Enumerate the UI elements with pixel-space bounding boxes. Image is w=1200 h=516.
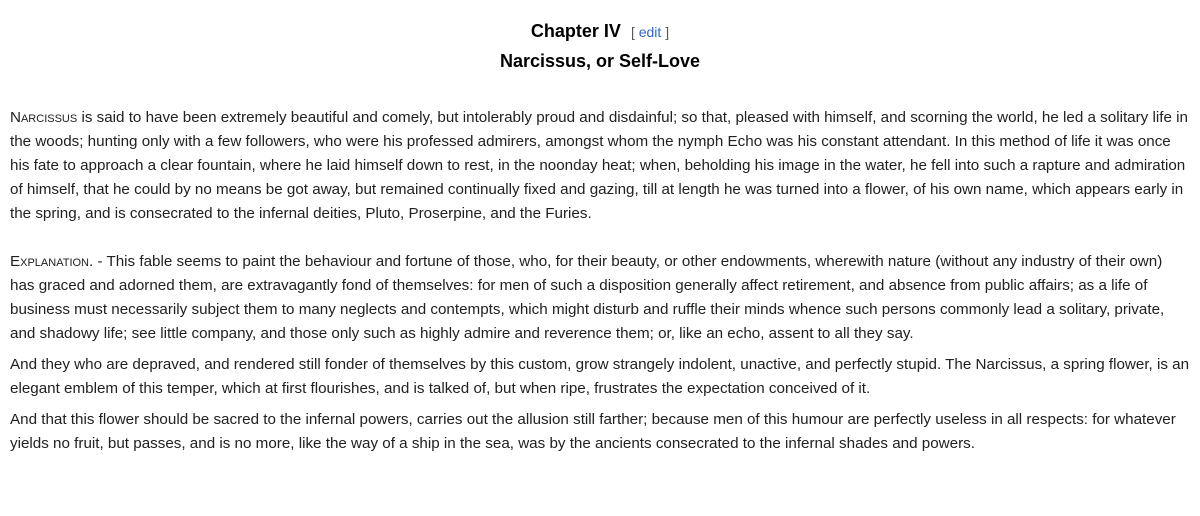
paragraph-lead: Narcissus <box>10 109 78 126</box>
edit-bracket-close: ] <box>665 24 670 40</box>
paragraph-lead: Explanation. <box>10 253 94 270</box>
edit-bracket-open: [ <box>630 24 635 40</box>
paragraph-narcissus <box>10 106 1190 226</box>
paragraph-flower-sacred: And that this flower should be sacred to the infernal powers, carries out the allusion still farther; because men of this humour are perfectly useless in all respects: for whatever yields no fruit, but passes, and is no more, like the way of a ship in the sea, was by the ancients consecrated to the infernal shades and powers. <box>10 411 1176 452</box>
chapter-title: Chapter IV <box>530 21 621 41</box>
paragraph-text: - This fable seems to paint the behaviour and fortune of those, who, for their beauty, or other endowments, wherewith nature (without any industry of their own) has graced and adorned them, are extravagantly fond of themselves: for men of such a disposition generally affect retirement, and absence from public affairs; as a life of business must necessarily subject them to many neglects and contempts, which might disturb and ruffle their minds whence such persons commonly lead a solitary, private, and shadowy life; see little company, and those only such as highly admire and reverence them; or, like an echo, assent to all they say. <box>10 253 1165 342</box>
paragraph-text: is said to have been extremely beautiful and comely, but intolerably proud and disdainful; so that, pleased with himself, and scorning the world, he led a solitary life in the woods; hunting only with a few followers, who were his professed admirers, amongst whom the nymph Echo was his constant attendant. In this method of life it was once his fate to approach a clear fountain, where he laid himself down to rest, in the noonday heat; when, beholding his image in the water, he fell into such a rapture and admiration of himself, that he could by no means be got away, but remained continually fixed and gazing, till at length he was turned into a flower, of his own name, which appears early in the spring, and is consecrated to the infernal deities, Pluto, Proserpine, and the Furies. <box>10 109 1188 222</box>
chapter-subtitle: Narcissus, or Self-Love <box>499 51 701 71</box>
chapter-heading <box>10 0 1190 43</box>
paragraph-depraved: And they who are depraved, and rendered still fonder of themselves by this custom, grow strangely indolent, unactive, and perfectly stupid. The Narcissus, a spring flower, is an elegant emblem of this temper, which at first flourishes, and is talked of, but when ripe, frustrates the expectation conceived of it. <box>10 356 1190 397</box>
edit-section <box>631 24 669 40</box>
paragraph-explanation <box>10 250 1190 346</box>
edit-link[interactable]: edit <box>638 24 662 40</box>
